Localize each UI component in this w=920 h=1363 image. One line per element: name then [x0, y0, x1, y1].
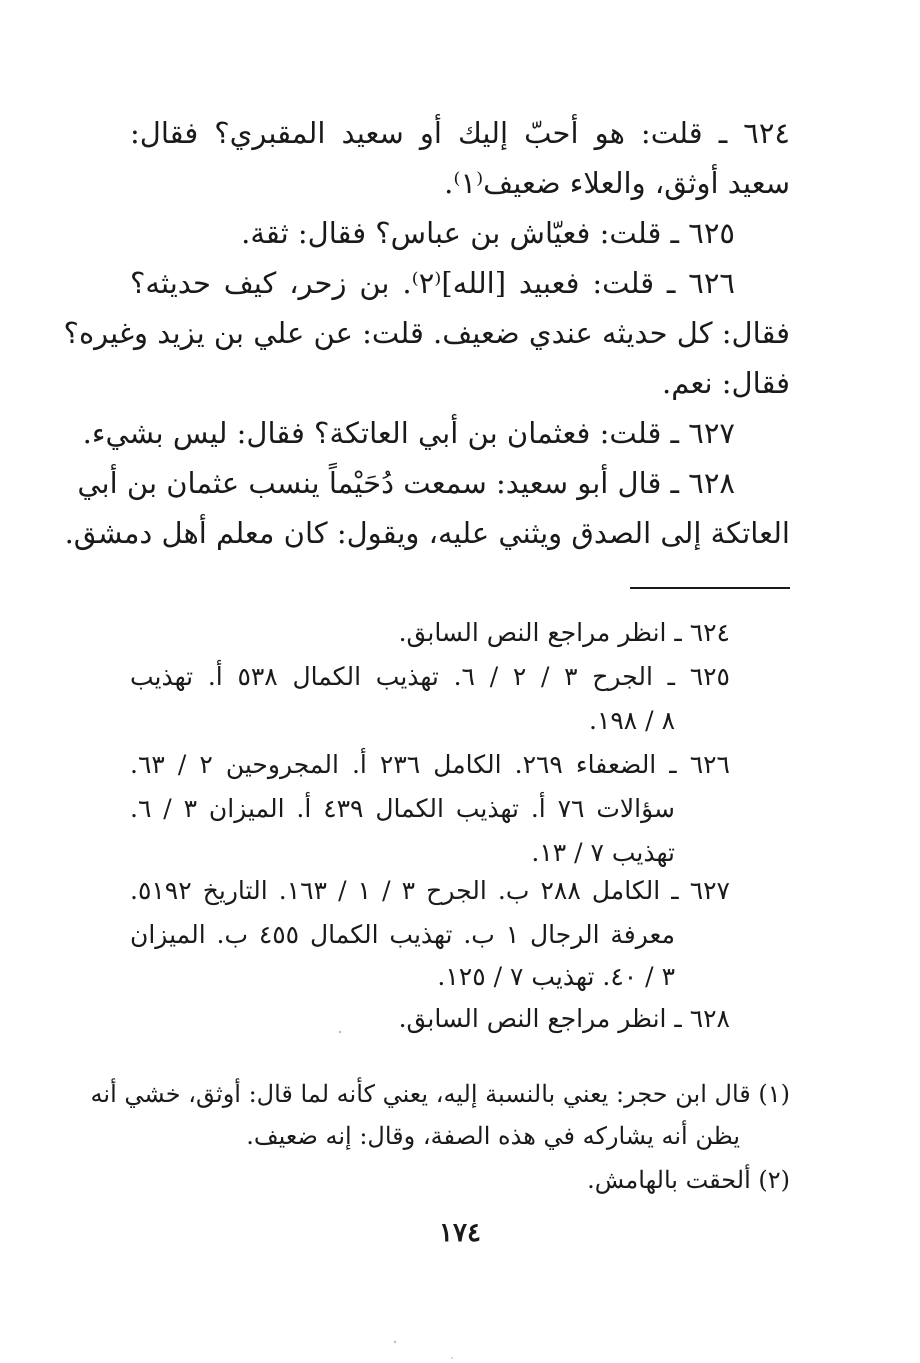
text-line: ٦٢٧ ـ قلت: فعثمان بن أبي العاتكة؟ فقال: ليس بشيء. [82, 416, 735, 450]
reference-line: تهذيب ٧ / ١٣. [531, 838, 675, 867]
reference-line: ٦٢٨ ـ انظر مراجع النص السابق. [398, 1004, 730, 1033]
text-line: ٦٢٦ ـ قلت: فعبيد [الله]⁽٢⁾. بن زحر، كيف حديثه؟ [130, 266, 735, 300]
reference-line: سؤالات ٧٦ أ. تهذيب الكمال ٤٣٩ أ. الميزان ٣ / ٦. [130, 794, 675, 823]
reference-line: معرفة الرجال ١ ب. تهذيب الكمال ٤٥٥ ب. الميزان [130, 920, 675, 949]
reference-line: ٦٢٧ ـ الكامل ٢٨٨ ب. الجرح ٣ / ١ / ١٦٣. التاريخ ٥١٩٢. [130, 876, 730, 905]
reference-line: ٦٢٦ ـ الضعفاء ٢٦٩. الكامل ٢٣٦ أ. المجروحين ٢ / ٦٣. [130, 750, 730, 779]
text-line: العاتكة إلى الصدق ويثني عليه، ويقول: كان معلم أهل دمشق. [64, 516, 790, 550]
footnote-line: (١) قال ابن حجر: يعني بالنسبة إليه، يعني كأنه لما قال: أوثق، خشي أنه [90, 1080, 790, 1108]
reference-line: ٦٢٥ ـ الجرح ٣ / ٢ / ٦. تهذيب الكمال ٥٣٨ أ. تهذيب [130, 662, 730, 691]
text-line: ٦٢٤ ـ قلت: هو أحبّ إليك أو سعيد المقبري؟ فقال: [130, 116, 790, 150]
text-line: فقال: نعم. [661, 366, 790, 400]
text-line: سعيد أوثق، والعلاء ضعيف⁽١⁾. [444, 166, 790, 200]
text-line: ٦٢٥ ـ قلت: فعيّاش بن عباس؟ فقال: ثقة. [241, 216, 735, 250]
text-line: فقال: كل حديثه عندي ضعيف. قلت: عن علي بن يزيد وغيره؟ [63, 316, 790, 350]
text-line: ٦٢٨ ـ قال أبو سعيد: سمعت دُحَيْماً ينسب عثمان بن أبي [77, 466, 735, 500]
footnote-line: يظن أنه يشاركه في هذه الصفة، وقال: إنه ضعيف. [246, 1122, 740, 1150]
footnote-line: (٢) ألحقت بالهامش. [587, 1166, 790, 1194]
reference-line: ٣ / ٤٠. تهذيب ٧ / ١٢٥. [437, 962, 675, 991]
page-number: ١٧٤ [439, 1218, 481, 1248]
reference-line: ٨ / ١٩٨. [588, 706, 675, 735]
reference-line: ٦٢٤ ـ انظر مراجع النص السابق. [398, 618, 730, 647]
